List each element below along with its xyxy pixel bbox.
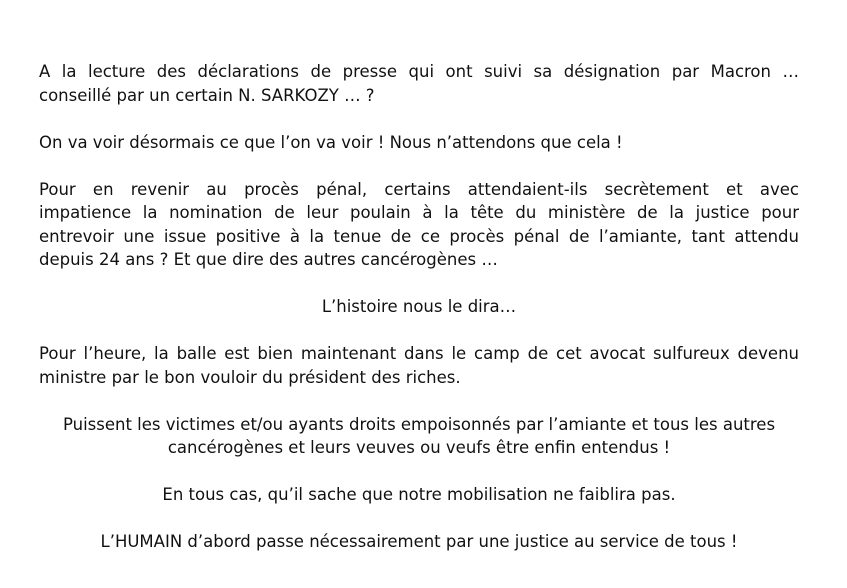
- paragraph-humain-first: [39, 530, 799, 554]
- paragraph-history-will-tell: [39, 295, 799, 319]
- text-line: depuis 24 ans ? Et que dire des autres cancérogènes …: [39, 250, 498, 269]
- paragraph-press-declarations: [39, 60, 799, 107]
- text-line: L’HUMAIN d’abord passe nécessairement par une justice au service de tous !: [100, 532, 738, 551]
- text-line: A la lecture des déclarations de presse qui ont suivi sa désignation par Macron …: [39, 62, 799, 81]
- text-line: ministre par le bon vouloir du président des riches.: [39, 367, 461, 387]
- text-line: cancérogènes et leurs veuves ou veufs être enfin entendus !: [167, 438, 671, 457]
- text-line: On va voir désormais ce que l’on va voir ! Nous n’attendons que cela !: [39, 132, 623, 152]
- paragraph-mobilisation: [39, 483, 799, 507]
- text-line: L’histoire nous le dira…: [321, 297, 517, 316]
- paragraph-victims: [39, 413, 799, 460]
- paragraph-penal-trial: [39, 178, 799, 272]
- text-line: impatience la nomination de leur poulain à la tête du ministère de la justice pour: [39, 203, 799, 222]
- text-line: entrevoir une issue positive à la tenue de ce procès pénal de l’amiante, tant attendu: [39, 226, 799, 246]
- text-line: Puissent les victimes et/ou ayants droits empoisonnés par l’amiante et tous les autres: [62, 414, 776, 434]
- text-line: Pour l’heure, la balle est bien maintenant dans le camp de cet avocat sulfureux devenu: [39, 344, 799, 363]
- text-line: Pour en revenir au procès pénal, certains attendaient-ils secrètement et avec: [39, 179, 799, 199]
- text-line: conseillé par un certain N. SARKOZY … ?: [39, 85, 375, 105]
- document-body: [39, 60, 799, 577]
- text-line: En tous cas, qu’il sache que notre mobilisation ne faiblira pas.: [162, 485, 676, 504]
- paragraph-minister: [39, 342, 799, 389]
- paragraph-wait-and-see: [39, 131, 799, 155]
